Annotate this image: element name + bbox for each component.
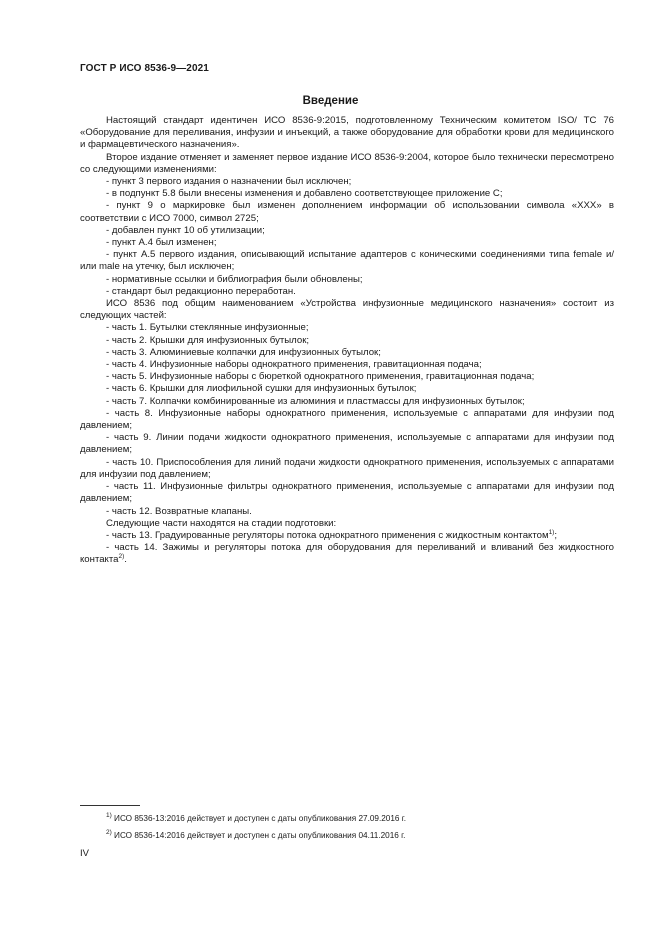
footnote-mark: 1) xyxy=(106,812,112,819)
list-item: - часть 12. Возвратные клапаны. xyxy=(106,505,252,517)
list-item-tail: ; xyxy=(554,529,558,541)
paragraph: Следующие части находятся на стадии подготовки: xyxy=(106,517,337,529)
list-item: - часть 9. Линии подачи жидкости однократного применения, используемые с аппаратами для инфузии под давлением; xyxy=(80,432,614,456)
section-title: Введение xyxy=(302,95,359,107)
list-item-pending-13 xyxy=(80,530,614,542)
list-item: - часть 5. Инфузионные наборы с бюреткой однократного применения, гравитационная подача; xyxy=(106,371,535,383)
footnote-text: ИСО 8536-14:2016 действует и доступен с даты опубликования 04.11.2016 г. xyxy=(111,830,406,840)
list-item: - стандарт был редакционно переработан. xyxy=(106,285,296,297)
list-item: - пункт 9 о маркировке был изменен дополнением информации об использовании символа «XXX» в соответствии с ИСО 7000, символ 2725; xyxy=(80,200,614,224)
list-item: - нормативные ссылки и библиография были обновлены; xyxy=(106,273,363,285)
list-item: - часть 6. Крышки для лиофильной сушки для инфузионных бутылок; xyxy=(106,383,417,395)
list-item: - часть 4. Инфузионные наборы однократного применения, гравитационная подача; xyxy=(106,359,482,371)
footnotes xyxy=(80,813,614,846)
list-item: - часть 3. Алюминиевые колпачки для инфузионных бутылок; xyxy=(106,346,381,358)
footnote-1 xyxy=(80,813,614,825)
list-item: - часть 8. Инфузионные наборы однократного применения, используемые с аппаратами для инфузии под давлением; xyxy=(80,407,614,432)
list-item: - часть 7. Колпачки комбинированные из алюминия и пластмассы для инфузионных бутылок; xyxy=(106,395,525,407)
list-item: - добавлен пункт 10 об утилизации; xyxy=(106,224,265,236)
footnote-2 xyxy=(80,830,614,842)
introduction-body xyxy=(80,115,614,567)
standard-code: ГОСТ Р ИСО 8536-9—2021 xyxy=(80,63,209,74)
paragraph: Настоящий стандарт идентичен ИСО 8536-9:2015, подготовленному Техническим комитетом ISO/ TC 76 «Оборудование для переливания, инфузии и инъекций, а также оборудование для обработки крови для медицинского и фармацевтического назначения». xyxy=(80,115,614,151)
footnote-mark: 2) xyxy=(118,553,125,561)
list-item: - часть 10. Приспособления для линий подачи жидкости однократного применения, используемых с аппаратами для инфузии под давлением; xyxy=(80,456,614,480)
list-item-tail: . xyxy=(124,554,127,566)
list-item-text: - часть 13. Градуированные регуляторы потока однократного применения с жидкостным контактом xyxy=(106,529,549,541)
list-item: - часть 2. Крышки для инфузионных бутылок; xyxy=(106,334,310,346)
paragraph: ИСО 8536 под общим наименованием «Устройства инфузионные медицинского назначения» состоит из следующих частей: xyxy=(80,298,614,322)
list-item: - пункт А.5 первого издания, описывающий испытание адаптеров с коническими соединениями типа female и/или male на утечку, был исключен; xyxy=(80,249,614,273)
list-item: - пункт А.4 был изменен; xyxy=(106,237,217,249)
footnote-mark: 1) xyxy=(548,528,555,536)
list-item: - часть 11. Инфузионные фильтры однократного применения, используемые с аппаратами для инфузии под давлением; xyxy=(80,481,614,505)
footnote-mark: 2) xyxy=(106,828,112,836)
list-item: - в подпункт 5.8 были внесены изменения и добавлено соответствующее приложение С; xyxy=(106,188,503,200)
page-number: IV xyxy=(80,848,89,859)
paragraph: Второе издание отменяет и заменяет первое издание ИСО 8536-9:2004, которое было технически пересмотрено со следующими изменениями: xyxy=(80,151,614,175)
list-item-text: - часть 14. Зажимы и регуляторы потока для оборудования для переливаний и вливаний без жидкостного контакта xyxy=(80,542,614,566)
footnote-text: ИСО 8536-13:2016 действует и доступен с даты опубликования 27.09.2016 г. xyxy=(111,814,406,823)
list-item: - часть 1. Бутылки стеклянные инфузионные; xyxy=(106,322,309,334)
list-item: - пункт 3 первого издания о назначении был исключен; xyxy=(106,176,352,188)
list-item-pending-14 xyxy=(80,542,614,566)
footnote-divider xyxy=(80,805,140,806)
